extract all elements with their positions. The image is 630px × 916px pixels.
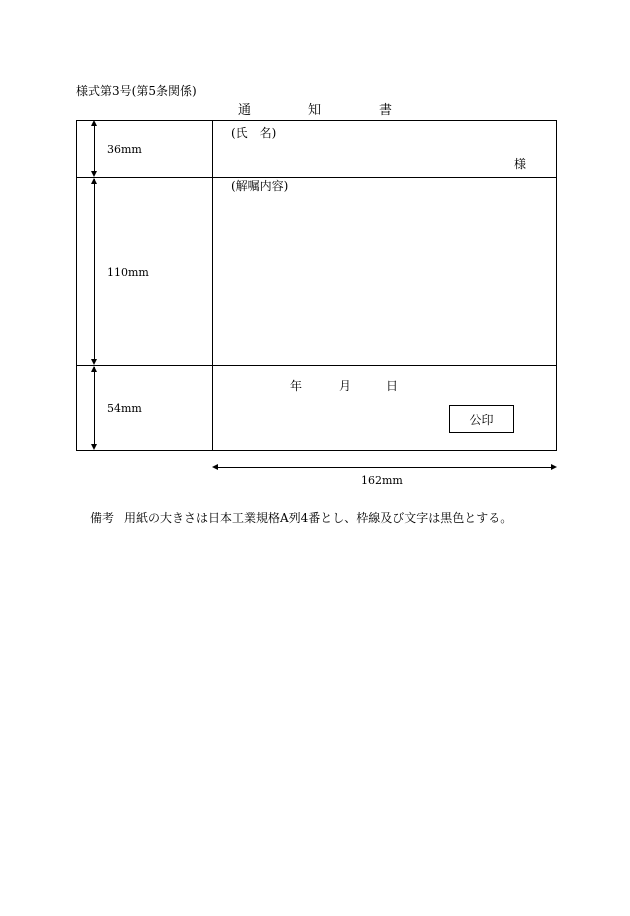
content-label: (解嘱内容): [231, 179, 289, 193]
title-char-2: 知: [308, 103, 322, 118]
date-day: 日: [386, 379, 399, 393]
frame-top-line: [76, 120, 557, 121]
honorific-sama: 様: [514, 157, 527, 171]
date-year: 年: [290, 379, 303, 393]
dimension-label-width: 162mm: [361, 474, 403, 487]
row-divider-2: [76, 365, 557, 366]
row-divider-1: [76, 177, 557, 178]
form-number-header: 様式第3号(第5条関係): [76, 84, 197, 98]
column-divider: [212, 120, 213, 451]
date-month: 月: [339, 379, 352, 393]
name-label: (氏 名): [231, 126, 277, 140]
frame-right-line: [556, 120, 557, 451]
dimension-label-middle: 110mm: [107, 266, 149, 279]
dimension-label-bottom: 54mm: [107, 402, 142, 415]
frame-bottom-line: [76, 450, 557, 451]
official-seal-label: 公印: [469, 412, 494, 427]
official-seal-box: [449, 405, 514, 433]
title-char-1: 通: [238, 103, 252, 118]
frame-left-line: [76, 120, 77, 451]
title-char-3: 書: [379, 103, 393, 118]
remarks-text: 用紙の大きさは日本工業規格A列4番とし、枠線及び文字は黒色とする。: [124, 511, 513, 525]
dimension-label-top: 36mm: [107, 143, 142, 156]
remarks-label: 備考: [90, 511, 115, 525]
